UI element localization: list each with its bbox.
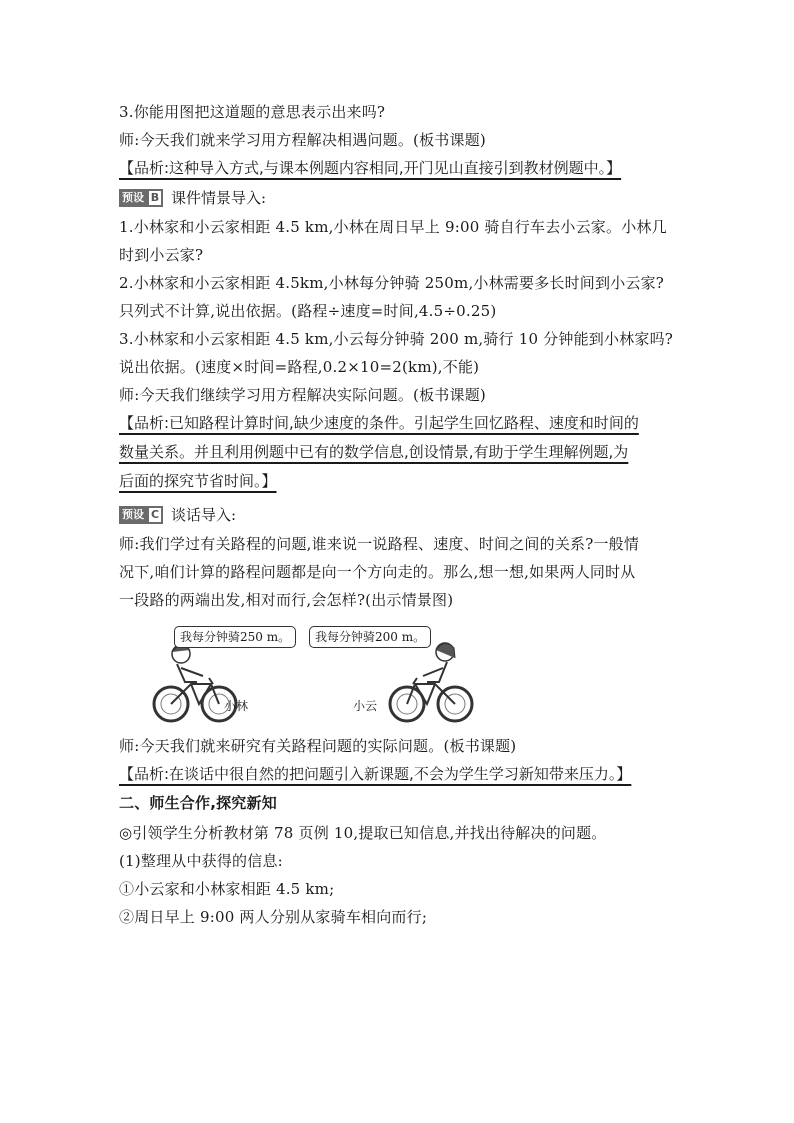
- preset-tag-letter: B: [147, 189, 163, 207]
- question-3: 3.你能用图把这道题的意思表示出来吗?: [119, 103, 386, 121]
- section-heading: 二、师生合作,探究新知: [119, 794, 277, 812]
- paragraph-line: 只列式不计算,说出依据。(路程÷速度=时间,4.5÷0.25): [119, 302, 497, 320]
- teacher-line: 师:今天我们继续学习用方程解决实际问题。(板书课题): [119, 386, 486, 404]
- preset-tag: [119, 506, 163, 524]
- paragraph-line: 时到小云家?: [119, 246, 204, 264]
- paragraph-line: 况下,咱们计算的路程问题都是向一个方向走的。那么,想一想,如果两人同时从: [119, 563, 636, 581]
- left-speech-bubble: 我每分钟骑250 m。: [174, 626, 296, 648]
- preset-tag-label: 预设: [119, 506, 147, 524]
- preset-b-header: [119, 183, 689, 213]
- analysis-note: 【品析:在谈话中很自然的把问题引入新课题,不会为学生学习新知带来压力。】: [119, 765, 632, 783]
- scenario-illustration: [119, 620, 689, 724]
- preset-c-header: [119, 500, 689, 530]
- paragraph-line: 说出依据。(速度×时间=路程,0.2×10=2(km),不能): [119, 358, 480, 376]
- preset-title: 谈话导入:: [171, 506, 237, 524]
- paragraph-line: 一段路的两端出发,相对而行,会怎样?(出示情景图): [119, 591, 454, 609]
- analysis-note: 【品析:已知路程计算时间,缺少速度的条件。引起学生回忆路程、速度和时间的: [119, 414, 639, 432]
- paragraph-line: 1.小林家和小云家相距 4.5 km,小林在周日早上 9:00 骑自行车去小云家。小林几: [119, 218, 667, 236]
- paragraph-line: 3.小林家和小云家相距 4.5 km,小云每分钟骑 200 m,骑行 10 分钟能到小林家吗?: [119, 330, 674, 348]
- right-cyclist-image: [387, 638, 477, 728]
- teacher-line: 师:今天我们就来学习用方程解决相遇问题。(板书课题): [119, 131, 486, 149]
- paragraph-line: (1)整理从中获得的信息:: [119, 852, 283, 870]
- analysis-note: 后面的探究节省时间。】: [119, 472, 277, 490]
- teacher-line: 师:今天我们就来研究有关路程问题的实际问题。(板书课题): [119, 737, 517, 755]
- preset-tag-label: 预设: [119, 189, 147, 207]
- preset-title: 课件情景导入:: [171, 189, 267, 207]
- document-page: [119, 98, 689, 931]
- paragraph-line: ①小云家和小林家相距 4.5 km;: [119, 880, 335, 898]
- paragraph-line: ◎引领学生分析教材第 78 页例 10,提取已知信息,并找出待解决的问题。: [119, 824, 607, 842]
- right-speech-bubble: 我每分钟骑200 m。: [309, 626, 431, 648]
- analysis-note: 【品析:这种导入方式,与课本例题内容相同,开门见山直接引到教材例题中。】: [119, 159, 622, 177]
- preset-tag-letter: C: [147, 506, 163, 524]
- preset-tag: [119, 189, 163, 207]
- right-rider-name: 小云: [353, 699, 378, 713]
- left-rider-name: 小林: [224, 699, 249, 713]
- paragraph-line: 师:我们学过有关路程的问题,谁来说一说路程、速度、时间之间的关系?一般情: [119, 535, 640, 553]
- analysis-note: 数量关系。并且利用例题中已有的数学信息,创设情景,有助于学生理解例题,为: [119, 443, 629, 461]
- paragraph-line: ②周日早上 9:00 两人分别从家骑车相向而行;: [119, 908, 428, 926]
- paragraph-line: 2.小林家和小云家相距 4.5km,小林每分钟骑 250m,小林需要多长时间到小云家?: [119, 274, 665, 292]
